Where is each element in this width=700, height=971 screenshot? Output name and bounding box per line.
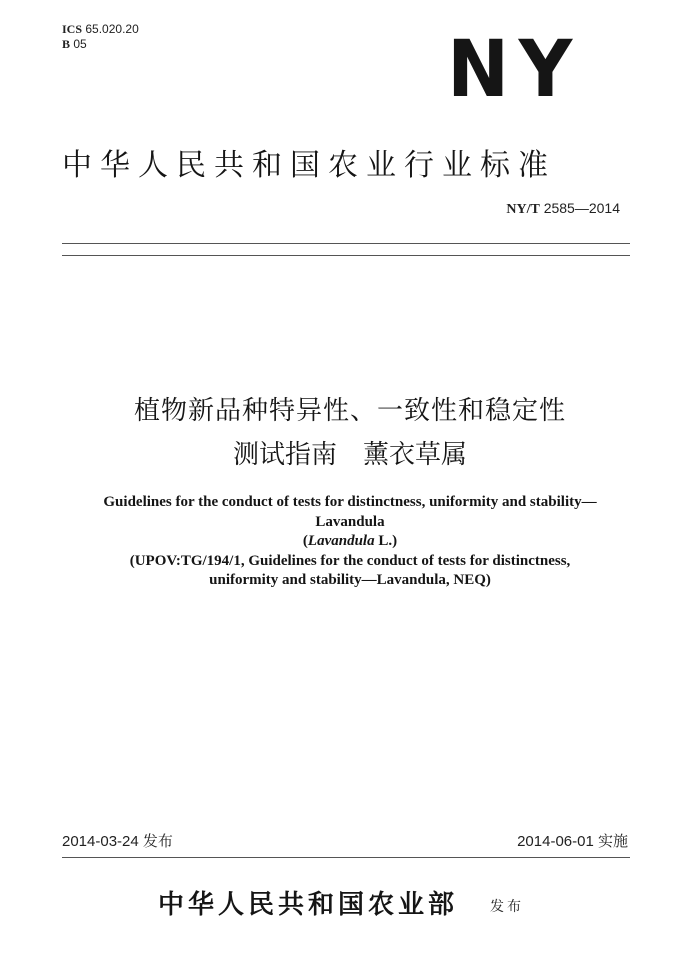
- standard-type-title: 中华人民共和国农业行业标准: [62, 148, 556, 183]
- english-title-line-2: Lavandula: [315, 513, 385, 530]
- english-title: [40, 493, 660, 591]
- standard-code-prefix: NY/T: [506, 202, 540, 217]
- paren-open: (: [302, 533, 308, 549]
- header-rule-top: [62, 243, 630, 244]
- ics-line: [62, 22, 139, 37]
- chinese-title-line-2: 测试指南 薰衣草属: [232, 440, 467, 470]
- class-code: 05: [73, 37, 87, 51]
- chinese-title-line-1: 植物新品种特异性、一致性和稳定性: [133, 396, 566, 426]
- english-title-line-3: [40, 532, 660, 552]
- standard-code: [506, 200, 620, 218]
- issue-word: 发布: [490, 899, 524, 915]
- ny-logo: NY: [447, 25, 582, 115]
- implementation-date: 2014-06-01 实施: [517, 833, 628, 850]
- header-rule-bottom: [62, 255, 630, 256]
- footer-rule: [62, 857, 630, 858]
- english-title-line-4: (UPOV:TG/194/1, Guidelines for the conduct of tests for distinctness,: [129, 552, 571, 569]
- ics-label: ICS: [62, 22, 83, 36]
- ics-code: 65.020.20: [85, 22, 139, 36]
- latin-author: L.): [374, 533, 398, 549]
- english-title-line-1: Guidelines for the conduct of tests for distinctness, uniformity and stability—: [103, 494, 597, 510]
- classification-codes: [62, 22, 139, 52]
- english-title-line-5: uniformity and stability—Lavandula, NEQ): [209, 572, 491, 588]
- class-label: B: [62, 37, 71, 51]
- standard-code-number: 2585—2014: [543, 200, 620, 216]
- latin-genus-name: Lavandula: [307, 533, 375, 549]
- issue-date: 2014-03-24 发布: [62, 833, 173, 850]
- issuing-authority: 中华人民共和国农业部: [158, 890, 459, 920]
- class-line: [62, 37, 139, 52]
